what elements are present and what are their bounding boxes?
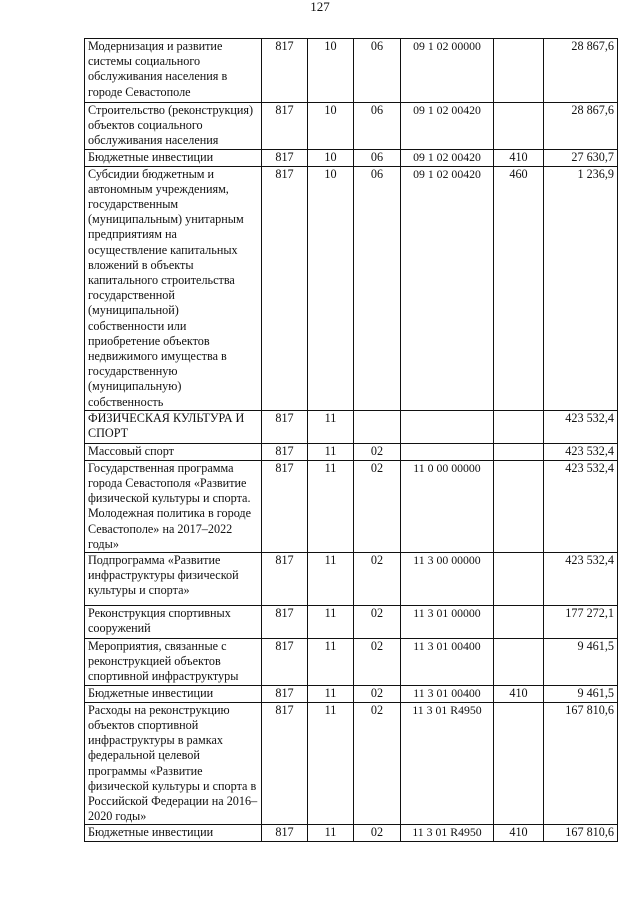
row-expense-type	[494, 553, 544, 606]
row-section: 10	[308, 166, 354, 410]
row-subsection	[354, 410, 401, 443]
row-amount: 423 532,4	[544, 410, 618, 443]
row-expense-type	[494, 410, 544, 443]
row-amount: 9 461,5	[544, 685, 618, 702]
table-row	[85, 702, 618, 825]
row-target-article: 09 1 02 00420	[401, 149, 494, 166]
row-target-article: 09 1 02 00000	[401, 39, 494, 103]
row-name: Субсидии бюджетным и автономным учреждениям, государственным (муниципальным) унитарным предприятиям на осуществление капитальных вложений в объекты капитального строительства государственной (муниципальной) собственности или приобретение объектов недвижимого имущества в государственную (муниципальную) собственность	[85, 166, 262, 410]
row-name: Мероприятия, связанные с реконструкцией объектов спортивной инфраструктуры	[85, 639, 262, 686]
row-section: 11	[308, 553, 354, 606]
row-target-article	[401, 410, 494, 443]
row-section: 11	[308, 685, 354, 702]
row-name: Массовый спорт	[85, 443, 262, 460]
row-target-article: 11 3 01 00400	[401, 639, 494, 686]
row-amount: 28 867,6	[544, 103, 618, 150]
row-expense-type	[494, 103, 544, 150]
budget-table	[84, 38, 618, 842]
row-target-article: 09 1 02 00420	[401, 103, 494, 150]
row-expense-type: 460	[494, 166, 544, 410]
table-row	[85, 149, 618, 166]
row-expense-type	[494, 639, 544, 686]
row-code: 817	[262, 410, 308, 443]
table-row	[85, 460, 618, 552]
row-amount: 28 867,6	[544, 39, 618, 103]
row-target-article: 09 1 02 00420	[401, 166, 494, 410]
row-name: Расходы на реконструкцию объектов спортивной инфраструктуры в рамках федеральной целевой программы «Развитие физической культуры и спорта в Российской Федерации на 2016–2020 годы»	[85, 702, 262, 825]
row-section: 11	[308, 460, 354, 552]
row-target-article	[401, 443, 494, 460]
table-row	[85, 103, 618, 150]
row-section: 11	[308, 606, 354, 639]
row-subsection: 02	[354, 825, 401, 842]
table-row	[85, 166, 618, 410]
row-subsection: 06	[354, 149, 401, 166]
row-code: 817	[262, 606, 308, 639]
table-row	[85, 685, 618, 702]
row-subsection: 06	[354, 39, 401, 103]
row-code: 817	[262, 443, 308, 460]
row-expense-type	[494, 702, 544, 825]
row-expense-type: 410	[494, 149, 544, 166]
row-code: 817	[262, 639, 308, 686]
row-subsection: 06	[354, 166, 401, 410]
table-row	[85, 443, 618, 460]
row-name: Строительство (реконструкция) объектов социального обслуживания населения	[85, 103, 262, 150]
row-target-article: 11 3 01 R4950	[401, 702, 494, 825]
row-amount: 9 461,5	[544, 639, 618, 686]
row-name: Бюджетные инвестиции	[85, 149, 262, 166]
row-amount: 423 532,4	[544, 443, 618, 460]
row-expense-type	[494, 460, 544, 552]
row-name: Бюджетные инвестиции	[85, 825, 262, 842]
row-target-article: 11 3 01 R4950	[401, 825, 494, 842]
row-expense-type	[494, 443, 544, 460]
row-name: ФИЗИЧЕСКАЯ КУЛЬТУРА И СПОРТ	[85, 410, 262, 443]
row-section: 10	[308, 149, 354, 166]
row-code: 817	[262, 702, 308, 825]
table-row	[85, 606, 618, 639]
row-subsection: 02	[354, 443, 401, 460]
row-name: Государственная программа города Севастополя «Развитие физической культуры и спорта. Молодежная политика в городе Севастополе» на 2017–2022 годы»	[85, 460, 262, 552]
table-row	[85, 553, 618, 606]
row-subsection: 06	[354, 103, 401, 150]
row-amount: 27 630,7	[544, 149, 618, 166]
row-code: 817	[262, 553, 308, 606]
row-section: 10	[308, 39, 354, 103]
row-section: 11	[308, 639, 354, 686]
row-target-article: 11 3 01 00000	[401, 606, 494, 639]
table-row	[85, 825, 618, 842]
row-section: 11	[308, 410, 354, 443]
row-amount: 1 236,9	[544, 166, 618, 410]
row-subsection: 02	[354, 702, 401, 825]
row-target-article: 11 3 00 00000	[401, 553, 494, 606]
row-code: 817	[262, 166, 308, 410]
row-section: 11	[308, 443, 354, 460]
row-name: Реконструкция спортивных сооружений	[85, 606, 262, 639]
row-subsection: 02	[354, 460, 401, 552]
row-amount: 423 532,4	[544, 460, 618, 552]
page-number: 127	[310, 0, 330, 14]
row-expense-type	[494, 39, 544, 103]
row-code: 817	[262, 149, 308, 166]
row-amount: 423 532,4	[544, 553, 618, 606]
row-code: 817	[262, 825, 308, 842]
row-name: Подпрограмма «Развитие инфраструктуры физической культуры и спорта»	[85, 553, 262, 606]
row-amount: 167 810,6	[544, 702, 618, 825]
row-target-article: 11 0 00 00000	[401, 460, 494, 552]
row-subsection: 02	[354, 639, 401, 686]
row-amount: 167 810,6	[544, 825, 618, 842]
row-expense-type: 410	[494, 825, 544, 842]
row-code: 817	[262, 39, 308, 103]
table-row	[85, 639, 618, 686]
row-name: Бюджетные инвестиции	[85, 685, 262, 702]
row-expense-type	[494, 606, 544, 639]
row-section: 10	[308, 103, 354, 150]
row-name: Модернизация и развитие системы социального обслуживания населения в городе Севастополе	[85, 39, 262, 103]
row-code: 817	[262, 460, 308, 552]
row-subsection: 02	[354, 553, 401, 606]
row-section: 11	[308, 825, 354, 842]
row-amount: 177 272,1	[544, 606, 618, 639]
budget-table-body	[85, 39, 618, 842]
row-subsection: 02	[354, 606, 401, 639]
row-target-article: 11 3 01 00400	[401, 685, 494, 702]
table-row	[85, 39, 618, 103]
row-code: 817	[262, 103, 308, 150]
table-row	[85, 410, 618, 443]
row-code: 817	[262, 685, 308, 702]
row-section: 11	[308, 702, 354, 825]
row-expense-type: 410	[494, 685, 544, 702]
row-subsection: 02	[354, 685, 401, 702]
